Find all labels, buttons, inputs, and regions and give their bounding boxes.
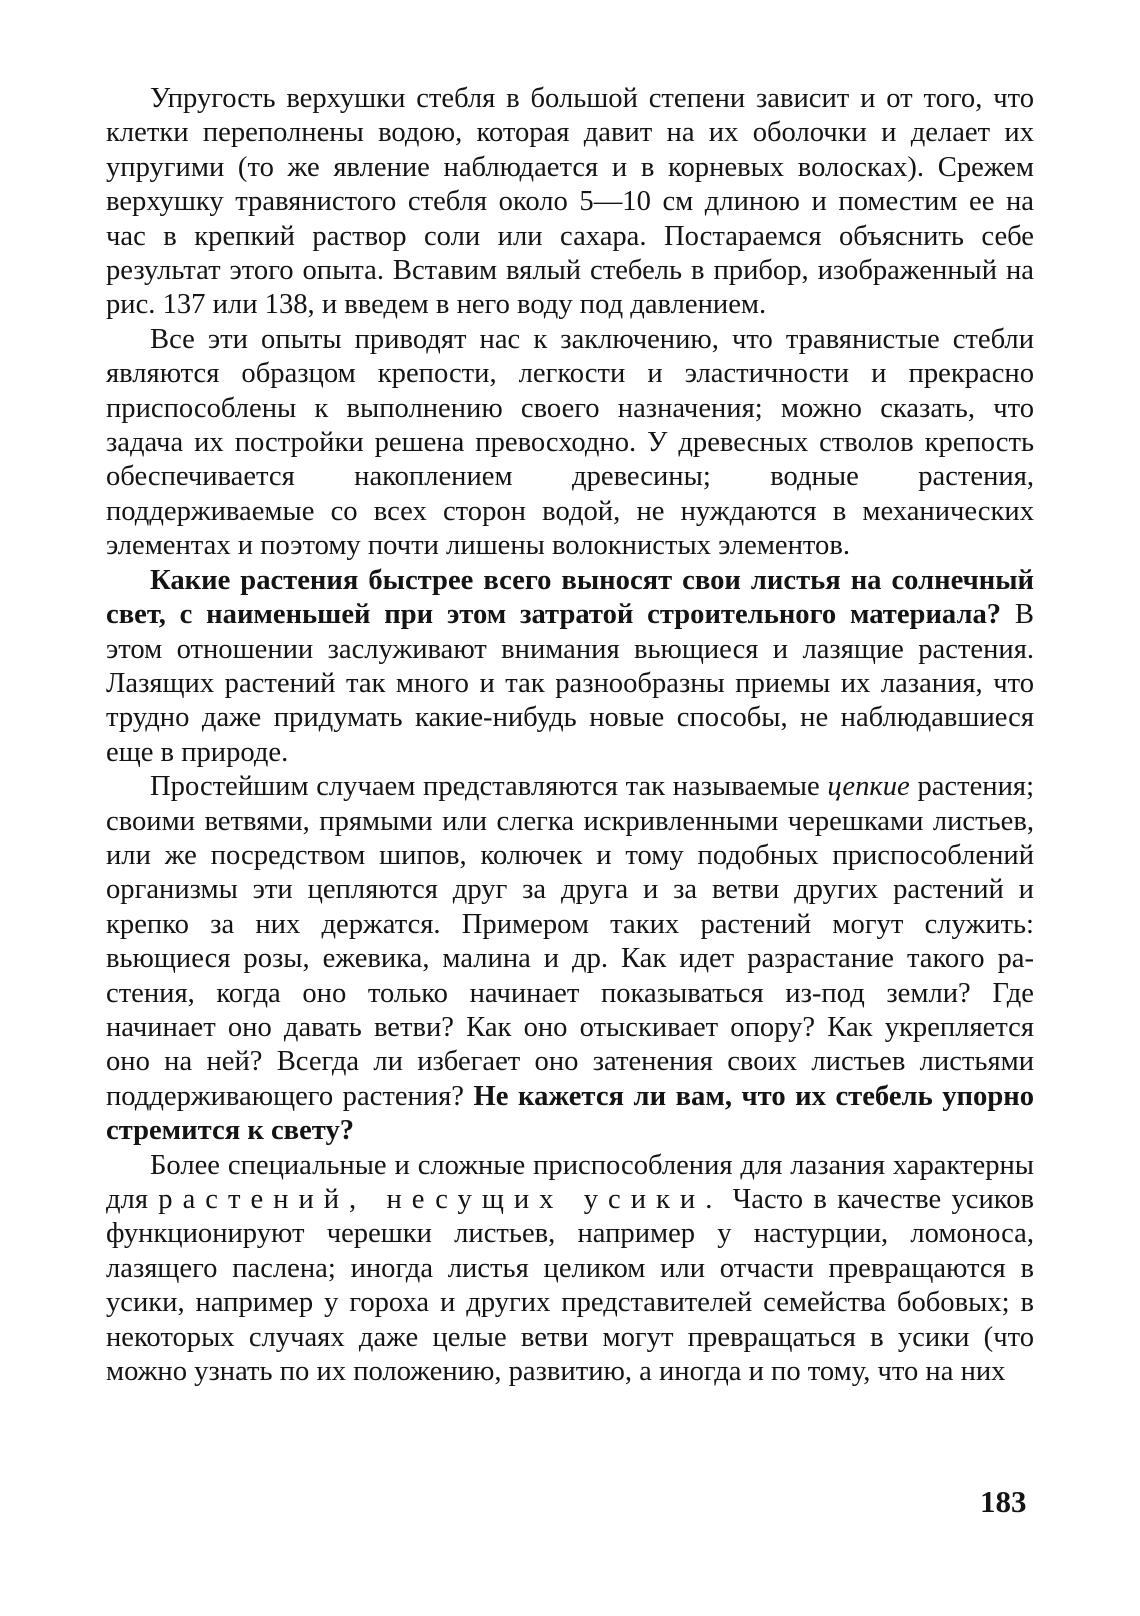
text-run: Упругость верхушки стебля в большой степени зависит и от того, что клетки переполнены водою, которая давит на их оболочки и делает их упругими (то же явление наблюдается и в корневых волосках). Срежем верхушку травянистого стебля около 5—10 см длиною и поместим ее на час в крепкий раствор соли или сахара. Постараемся объяснить себе результат этого опыта. Вставим вялый стебель в прибор, изображенный на рис. 137 или 138, и введем в него воду под давлением. [106, 83, 1034, 321]
paragraph [106, 323, 1034, 564]
bold-question: Какие растения быстрее всего выносят свои листья на солнечный свет, с наименьшей при этом затратой строительного материала? [106, 564, 1034, 631]
text-run: Более специальные и сложные приспособления для лазания характерны для [106, 1149, 1034, 1215]
text-run: Часто в качестве усиков функционируют черешки листьев, например у настурции, ломоноса, лазящего паслена; иногда листья целиком или отчасти превращаются в усики, например у гороха и других представителей семейства бобовых; в некоторых случаях даже целые ветви могут превращаться в усики (что можно узнать по их положению, развитию, а иногда и по тому, что на них [106, 1184, 1034, 1388]
spaced-term: растений, несущих усики. [158, 1184, 723, 1215]
body-text [106, 82, 1034, 1389]
paragraph [106, 770, 1034, 1148]
text-run: растения; своими ветвями, прямыми или слегка искривленными черешками листьев, или же посредством шипов, колючек и тому подобных приспособлений организмы эти цепляются друг за друга и за ветви других растений и крепко за них держатся. Примером таких растений могут служить: вьющиеся розы, ежевика, малина и др. Как идет разрастание такого растения, когда оно только начинает показываться из-под земли? Где начинает оно давать ветви? Как оно отыскивает опору? Как укрепляется оно на ней? Всегда ли избегает оно затенения своих листьев листьями поддерживающего растения? [106, 771, 1035, 1112]
paragraph [106, 564, 1034, 770]
paragraph [106, 82, 1034, 323]
italic-term: цепкие [827, 771, 910, 803]
text-run: Простейшим случаем представляются так называемые [150, 771, 828, 803]
paragraph [106, 1149, 1034, 1390]
text-run: Все эти опыты приводят нас к заключению, что травянистые стебли являются образцом крепости, легкости и эластичности и прекрасно приспособлены к выполнению своего назначения; можно сказать, что задача их постройки решена превосходно. У древесных стволов крепость обеспечивается накоплением древесины; водные растения, поддерживаемые со всех сторон водой, не нуждаются в механических элементах и поэтому почти лишены волокнистых элементов. [106, 323, 1034, 562]
bold-question: Не кажется ли вам, что их стебель упорно стремится к свету? [106, 1080, 1034, 1147]
text-run: В этом отношении заслуживают внимания вьющиеся и лазящие растения. Лазящих растений так много и так разнообразны приемы их лазания, что трудно даже придумать какие-нибудь новые способы, не наблюдавшиеся еще в природе. [106, 599, 1034, 768]
page-number: 183 [980, 1484, 1027, 1519]
